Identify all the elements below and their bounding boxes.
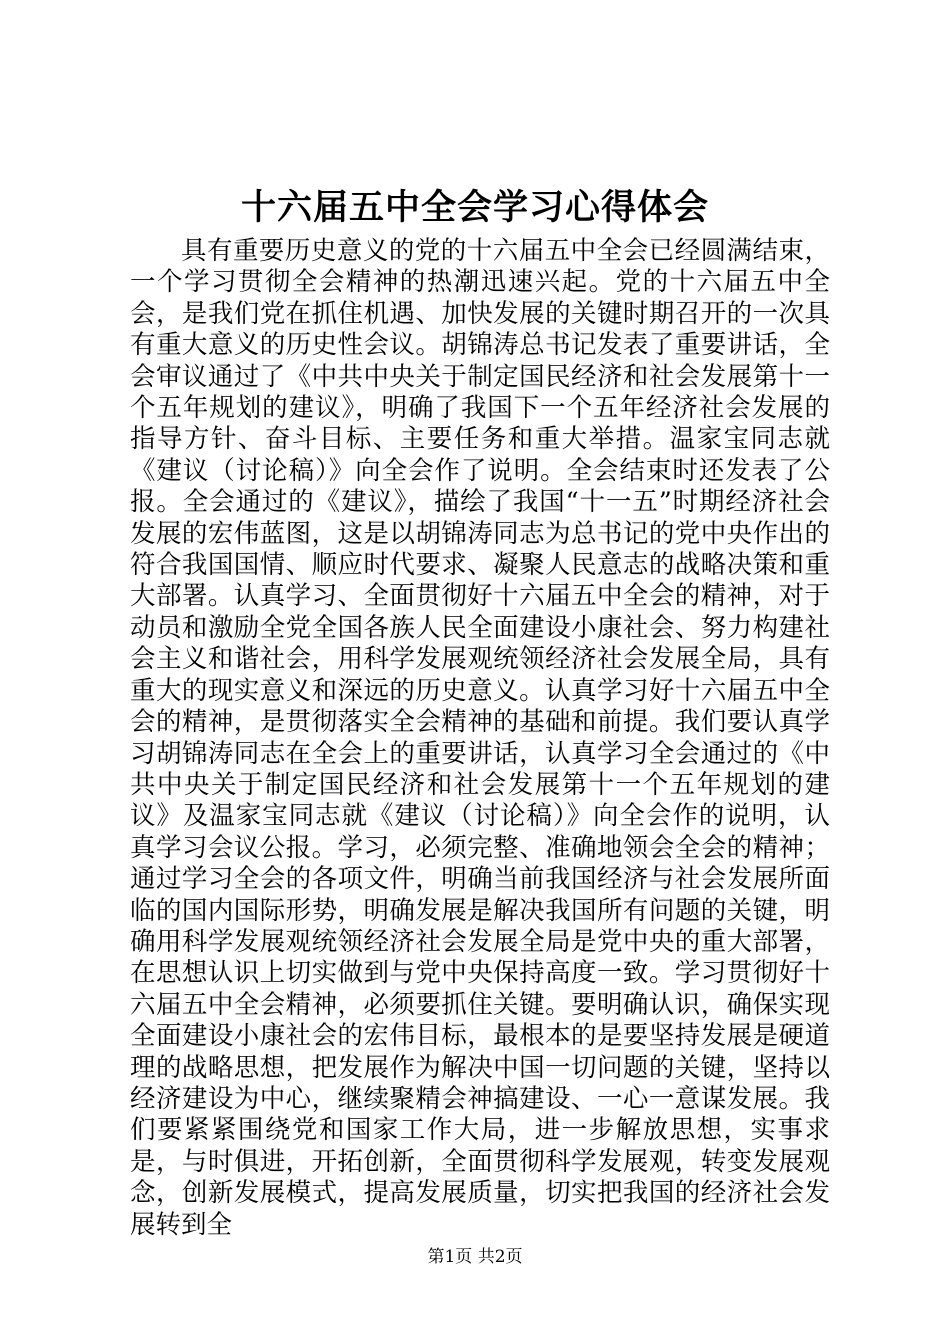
- document-title: 十六届五中全会学习心得体会: [240, 187, 709, 228]
- page-number-footer: 第1页 共2页: [427, 1247, 523, 1267]
- body-paragraph: 具有重要历史意义的党的十六届五中全会已经圆满结束，一个学习贯彻全会精神的热潮迅速兴起。党的十六届五中全会，是我们党在抓住机遇、加快发展的关键时期召开的一次具有重大意义的历史性会议。胡锦涛总书记发表了重要讲话，全会审议通过了《中共中央关于制定国民经济和社会发展第十一个五年规划的建议》，明确了我国下一个五年经济社会发展的指导方针、奋斗目标、主要任务和重大举措。温家宝同志就《建议（讨论稿）》向全会作了说明。全会结束时还发表了公报。全会通过的《建议》，描绘了我国“十一五”时期经济社会发展的宏伟蓝图，这是以胡锦涛同志为总书记的党中央作出的符合我国国情、顺应时代要求、凝聚人民意志的战略决策和重大部署。认真学习、全面贯彻好十六届五中全会的精神，对于动员和激励全党全国各族人民全面建设小康社会、努力构建社会主义和谐社会，用科学发展观统领经济社会发展全局，具有重大的现实意义和深远的历史意义。认真学习好十六届五中全会的精神，是贯彻落实全会精神的基础和前提。我们要认真学习胡锦涛同志在全会上的重要讲话，认真学习全会通过的《中共中央关于制定国民经济和社会发展第十一个五年规划的建议》及温家宝同志就《建议（讨论稿）》向全会作的说明，认真学习会议公报。学习，必须完整、准确地领会全会的精神；通过学习全会的各项文件，明确当前我国经济与社会发展所面临的国内国际形势，明确发展是解决我国所有问题的关键，明确用科学发展观统领经济社会发展全局是党中央的重大部署，在思想认识上切实做到与党中央保持高度一致。学习贯彻好十六届五中全会精神，必须要抓住关键。要明确认识，确保实现全面建设小康社会的宏伟目标，最根本的是要坚持发展是硬道理的战略思想，把发展作为解决中国一切问题的关键，坚持以经济建设为中心，继续聚精会神搞建设、一心一意谋发展。我们要紧紧围绕党和国家工作大局，进一步解放思想，实事求是，与时俱进，开拓创新，全面贯彻科学发展观，转变发展观念，创新发展模式，提高发展质量，切实把我国的经济社会发展转到全: [130, 236, 830, 1240]
